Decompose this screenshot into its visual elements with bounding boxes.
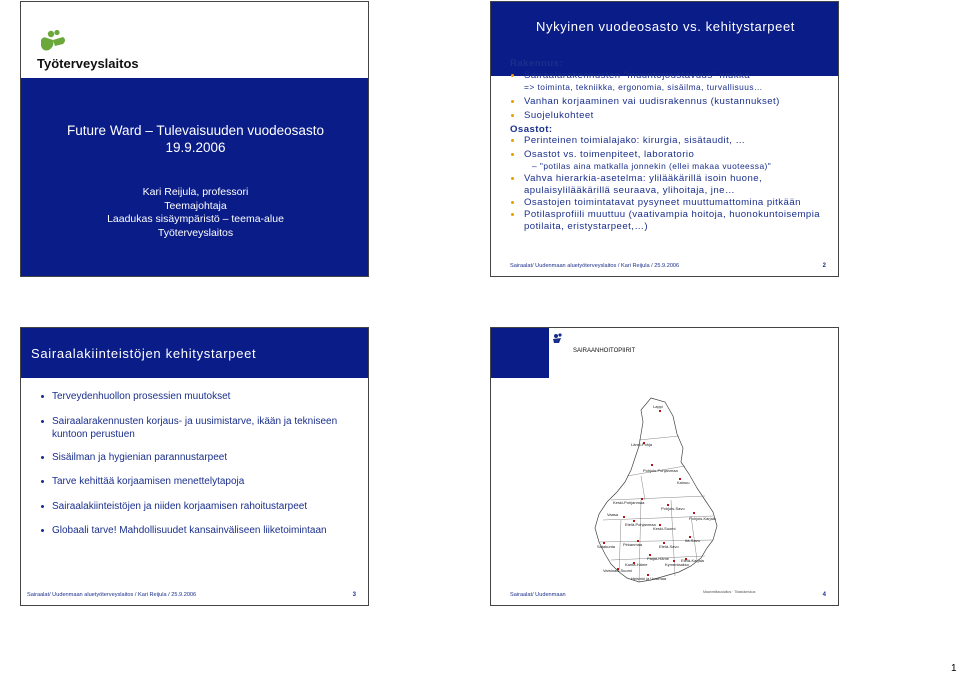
district-label: Pirkanmaa bbox=[623, 542, 643, 547]
district-label: Länsi-Pohja bbox=[631, 442, 653, 447]
author-line: Laadukas sisäympäristö – teema-alue bbox=[107, 213, 284, 225]
map-title: SAIRAANHOITOPIIRIT bbox=[573, 348, 636, 354]
title-date: 19.9.2006 bbox=[165, 140, 226, 155]
title-line-1: Future Ward – Tulevaisuuden vuodeosasto bbox=[67, 123, 324, 138]
svg-text:Työterveyslaitos: Työterveyslaitos bbox=[37, 56, 139, 71]
slide-4 bbox=[490, 327, 839, 606]
slide-page-number: 3 bbox=[352, 592, 356, 598]
district-label: Kanta-Häme bbox=[625, 562, 648, 567]
district-label: Helsinki ja Uusimaa bbox=[631, 576, 667, 581]
sub-bullet: – "potilas aina matkalla jonnekin (ellei makaa vuoteessa)" bbox=[532, 161, 772, 172]
map-credit: Maanmittauslaitos · Tilastokeskus bbox=[703, 590, 756, 594]
presentation-title bbox=[21, 122, 369, 156]
district-label: Keski-Pohjanmaa bbox=[613, 500, 645, 505]
district-label: Etelä-Pohjanmaa bbox=[625, 522, 656, 527]
tyoterveyslaitos-logo bbox=[33, 28, 163, 72]
author-block bbox=[21, 186, 369, 240]
bullet: Perinteinen toimialajako: kirurgia, sisätaudit, … bbox=[510, 135, 828, 147]
bullet: Sairaalakiinteistöjen ja niiden korjaamisen rahoitustarpeet bbox=[39, 500, 360, 513]
logo-mark-icon bbox=[33, 28, 163, 72]
slide-1 bbox=[20, 1, 369, 277]
bullet: Vahva hierarkia-asetelma: ylilääkärillä isoin huone, apulaisylilääkärillä seuraava, ylihoitaja, jne… bbox=[510, 173, 828, 197]
bullet: Suojelukohteet bbox=[510, 110, 828, 122]
slide-footer: Sairaalat/ Uudenmaan bbox=[510, 592, 566, 598]
district-label: Pohjois-Karjala bbox=[689, 516, 716, 521]
slide-title: Nykyinen vuodeosasto vs. kehitystarpeet bbox=[536, 19, 795, 34]
district-label: Lappi bbox=[653, 404, 663, 409]
sub-bullet: => toiminta, tekniikka, ergonomia, sisäilma, turvallisuus… bbox=[524, 81, 763, 92]
bullet: Osastot vs. toimenpiteet, laboratorio bbox=[510, 149, 828, 161]
district-label: Kainuu bbox=[677, 480, 690, 485]
slide-title: Sairaalakiinteistöjen kehitystarpeet bbox=[31, 346, 257, 361]
district-label: Pohjois-Pohjanmaa bbox=[643, 468, 678, 473]
bullet: Tarve kehittää korjaamisen menettelytapoja bbox=[39, 475, 360, 488]
slide-2 bbox=[490, 1, 839, 277]
slide-footer: Sairaalat/ Uudenmaan aluetyöterveyslaitos / Kari Reijula / 25.9.2006 bbox=[27, 592, 197, 598]
bullet: Vanhan korjaaminen vai uudisrakennus (kustannukset) bbox=[510, 96, 828, 108]
district-label: Päijät-Häme bbox=[647, 556, 670, 561]
district-label: Varsinais-Suomi bbox=[603, 568, 632, 573]
district-label: Pohjois-Savo bbox=[661, 506, 685, 511]
slide-3 bbox=[20, 327, 369, 606]
district-label: Etelä-Savo bbox=[659, 544, 679, 549]
section-heading: Osastot: bbox=[510, 123, 553, 135]
slide-body bbox=[39, 390, 360, 549]
bullet: Potilasprofiili muuttuu (vaativampia hoitoja, huonokuntoisempia potilaita, eristystarpeet,…) bbox=[510, 209, 828, 233]
logo-mark-icon bbox=[551, 332, 565, 346]
author-line: Työterveyslaitos bbox=[157, 226, 234, 239]
district-label: Vaasa bbox=[607, 512, 619, 517]
map-outline bbox=[595, 398, 717, 582]
district-label: Kymenlaakso bbox=[665, 562, 690, 567]
district-label: Itä-Savo bbox=[685, 538, 700, 543]
sub-bullet-text: "potilas aina matkalla jonnekin (ellei makaa vuoteessa)" bbox=[539, 161, 772, 172]
author-line: Kari Reijula, professori bbox=[142, 186, 249, 198]
handout-page-number: 1 bbox=[951, 663, 957, 674]
bullet: Sisäilman ja hygienian parannustarpeet bbox=[39, 451, 360, 464]
slide-footer: Sairaalat/ Uudenmaan aluetyöterveyslaitos / Kari Reijula / 25.9.2006 bbox=[510, 263, 680, 269]
district-label: Satakunta bbox=[597, 544, 616, 549]
bullet: Sairaalarakennusten "muuntojoustavuus" niukka bbox=[510, 70, 828, 82]
district-label: Etelä-Karjala bbox=[681, 558, 704, 563]
district-label: Keski-Suomi bbox=[653, 526, 676, 531]
finland-map bbox=[581, 396, 721, 586]
bullet: Sairaalarakennusten korjaus- ja uusimistarve, ikään ja tekniseen kuntoon perustuen bbox=[39, 415, 360, 441]
bullet: Osastojen toimintatavat pysyneet muuttumattomina pitkään bbox=[510, 197, 828, 209]
title-panel bbox=[21, 78, 369, 277]
bullet: Globaali tarve! Mahdollisuudet kansainväliseen liiketoimintaan bbox=[39, 524, 360, 537]
slide-body bbox=[510, 58, 828, 233]
slide-header bbox=[491, 328, 549, 378]
bullet: Terveydenhuollon prosessien muutokset bbox=[39, 390, 360, 403]
slide-page-number: 2 bbox=[822, 263, 826, 269]
section-heading: Rakennus: bbox=[510, 58, 564, 69]
slide-header bbox=[21, 328, 369, 378]
author-line: Teemajohtaja bbox=[164, 199, 227, 212]
slide-page-number: 4 bbox=[822, 592, 826, 598]
